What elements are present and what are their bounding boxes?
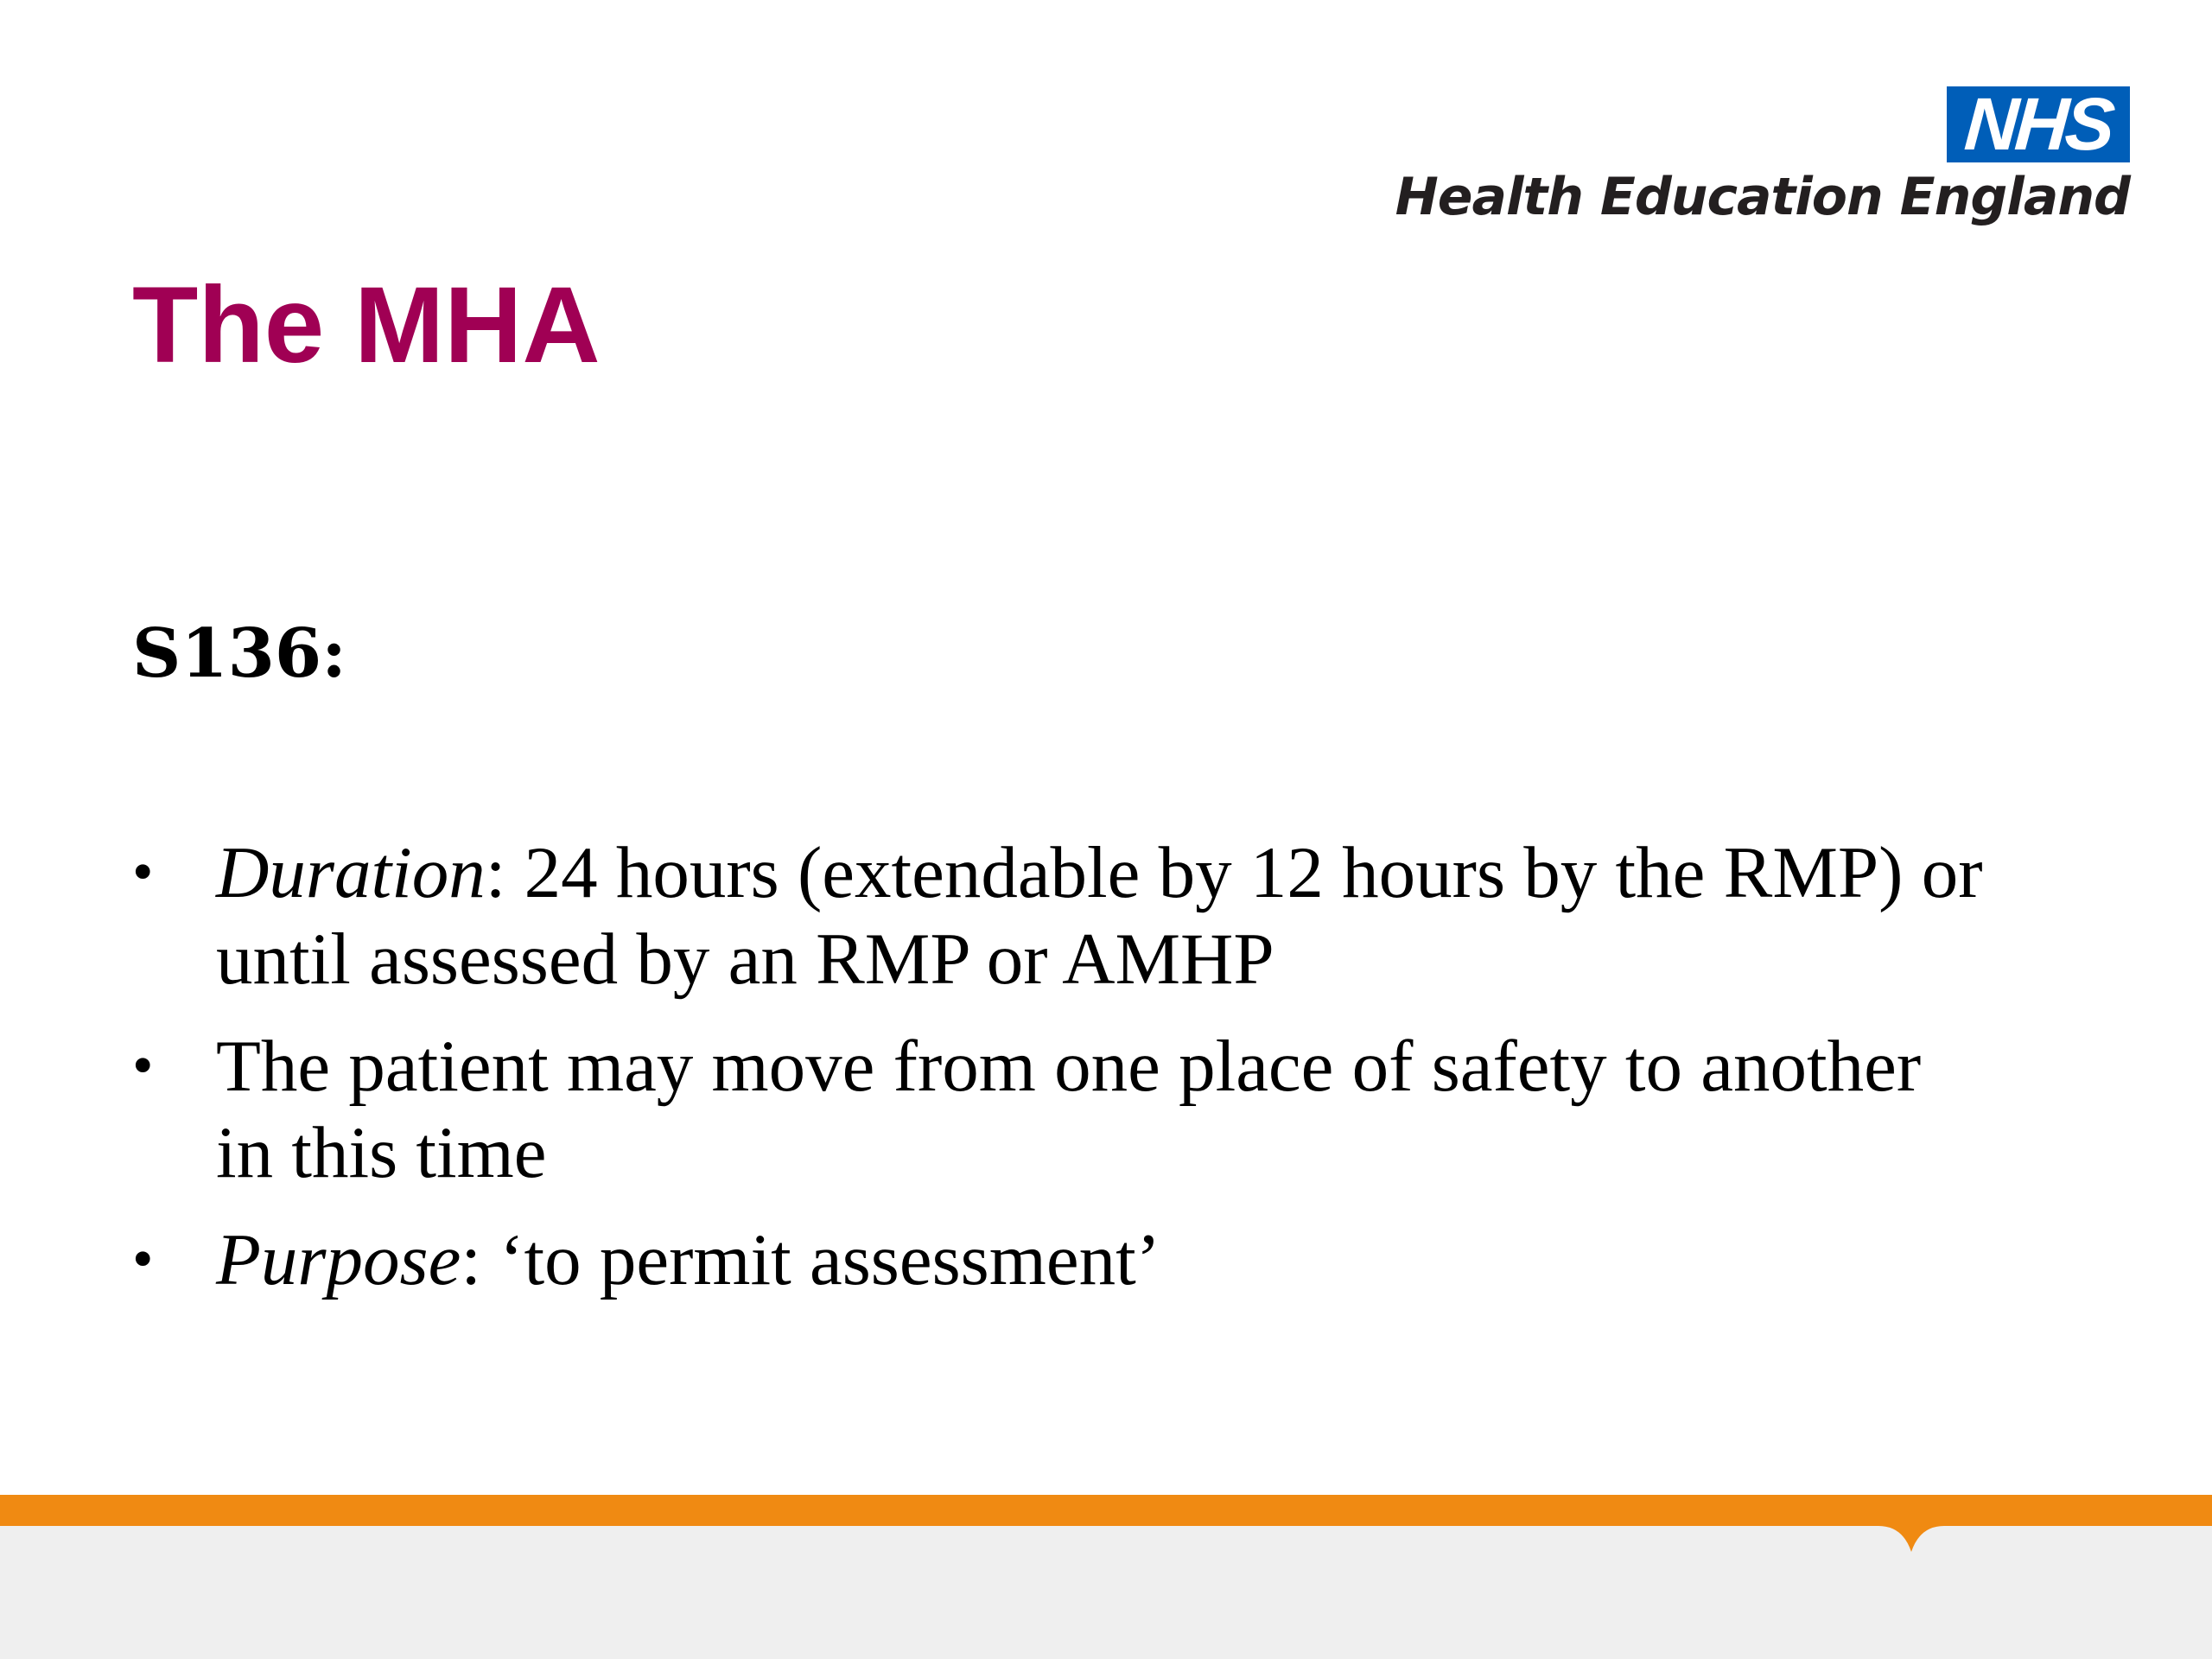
nhs-hee-logo (1300, 83, 2130, 242)
section-label: S136: (132, 614, 346, 693)
organisation-name: Health Education England (1395, 167, 2130, 227)
footer-notch-decoration (0, 1495, 2212, 1564)
bullet-icon: • (132, 839, 154, 906)
bullet-text: The patient may move from one place of safety to another in this time (216, 1026, 1922, 1193)
bullet-item-purpose (132, 1217, 1990, 1303)
bullet-list (132, 830, 1990, 1324)
bullet-icon: • (132, 1226, 154, 1293)
bullet-item-movement (132, 1023, 1990, 1196)
bullet-item-duration (132, 830, 1990, 1002)
slide-title: The MHA (132, 265, 601, 385)
nhs-logo-box (1947, 83, 2130, 166)
bullet-lead-term: Purpose (216, 1219, 461, 1300)
bullet-icon: • (132, 1033, 154, 1099)
bullet-text: : ‘to permit assessment’ (461, 1219, 1161, 1300)
bullet-lead-term: Duration (216, 832, 486, 913)
bullet-text: : 24 hours (extendable by 12 hours by the RMP) or until assessed by an RMP or AMHP (216, 832, 1983, 1000)
nhs-logo-text: NHS (1961, 83, 2115, 166)
